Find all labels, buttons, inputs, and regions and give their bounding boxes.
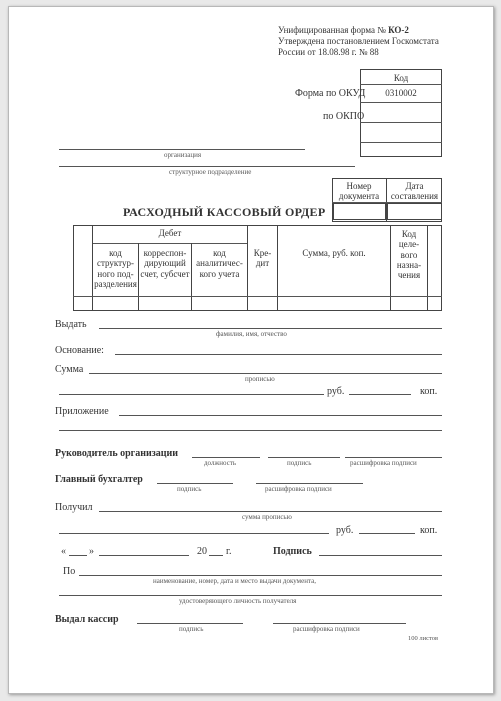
cashier-decoding-caption: расшифровка подписи: [293, 625, 360, 633]
head-decoding-caption: расшифровка подписи: [350, 459, 417, 467]
code-header: Код: [393, 73, 409, 83]
accountant-decoding-field[interactable]: [256, 483, 363, 484]
approved-line: Утверждена постановлением Госкомстата: [278, 36, 439, 46]
sum-words-caption: сумма прописью: [242, 513, 292, 521]
head-signature-field[interactable]: [268, 457, 340, 458]
doc-field-2[interactable]: [59, 595, 442, 596]
department-caption: структурное подразделение: [169, 168, 252, 176]
head-position-field[interactable]: [192, 457, 260, 458]
received-kop-label: коп.: [420, 525, 438, 536]
received-kop-field[interactable]: [359, 533, 415, 534]
basis-label: Основание:: [55, 345, 104, 356]
accountant-decoding-caption: расшифровка подписи: [265, 485, 332, 493]
date-day-field[interactable]: [69, 555, 87, 556]
year-suffix: г.: [226, 546, 232, 557]
sum-field-2[interactable]: [59, 394, 324, 395]
page-title: РАСХОДНЫЙ КАССОВЫЙ ОРДЕР: [123, 205, 326, 219]
table-row[interactable]: [74, 297, 441, 310]
year-prefix: 20: [197, 546, 207, 557]
head-decoding-field[interactable]: [345, 457, 442, 458]
kop-field[interactable]: [349, 394, 411, 395]
col-analytic: код аналитичес-кого учета: [196, 248, 243, 279]
date-close-quote: »: [89, 546, 94, 557]
head-signature-caption: подпись: [287, 459, 312, 467]
accountant-label: Главный бухгалтер: [55, 474, 143, 485]
issue-caption: фамилия, имя, отчество: [216, 330, 287, 338]
position-caption: должность: [204, 459, 237, 467]
issue-label: Выдать: [55, 319, 87, 330]
rub-label: руб.: [327, 386, 345, 397]
received-label: Получил: [55, 502, 93, 513]
approved-date: России от 18.08.98 г. № 88: [278, 47, 379, 57]
accountant-signature-caption: подпись: [177, 485, 202, 493]
sum-caption: прописью: [245, 375, 275, 383]
doc-number-label: Номер документа: [338, 181, 380, 202]
document-sheet: [8, 6, 494, 694]
col-purpose: Код целе-вого назна-чения: [396, 229, 422, 281]
sheets-note: 100 листов: [408, 635, 439, 642]
col-credit: Кре-дит: [253, 248, 272, 269]
col-corr: корреспон-дирующий счет, субсчет: [140, 248, 190, 279]
okud-label: Форма по ОКУД: [295, 88, 366, 99]
okud-value[interactable]: 0310002: [385, 88, 417, 98]
form-line-text: Унифицированная форма №: [278, 25, 386, 35]
sum-label: Сумма: [55, 364, 84, 375]
sum-field[interactable]: [89, 373, 442, 374]
form-code: КО-2: [388, 25, 409, 35]
doc-field[interactable]: [79, 575, 442, 576]
cashier-signature-field[interactable]: [137, 623, 243, 624]
cashier-label: Выдал кассир: [55, 614, 119, 625]
identity-caption: удостоверяющего личность получателя: [179, 597, 297, 605]
doc-caption: наименование, номер, дата и место выдачи документа,: [153, 577, 316, 585]
doc-date-field[interactable]: [387, 203, 442, 220]
attachment-field-2[interactable]: [59, 430, 442, 431]
cashier-signature-caption: подпись: [179, 625, 204, 633]
accountant-signature-field[interactable]: [157, 483, 233, 484]
basis-field[interactable]: [115, 354, 442, 355]
attachment-label: Приложение: [55, 406, 109, 417]
department-line[interactable]: [59, 166, 355, 167]
date-year-field[interactable]: [209, 555, 223, 556]
head-label: Руководитель организации: [55, 448, 179, 459]
received-field-2[interactable]: [59, 533, 329, 534]
okpo-label: по ОКПО: [323, 111, 365, 122]
attachment-field[interactable]: [119, 415, 442, 416]
date-month-field[interactable]: [99, 555, 189, 556]
doc-date-label: Дата составления: [390, 181, 439, 202]
issue-field[interactable]: [99, 328, 442, 329]
cashier-decoding-field[interactable]: [273, 623, 406, 624]
organization-line[interactable]: [59, 149, 305, 150]
date-open-quote: «: [61, 546, 66, 557]
received-field[interactable]: [99, 511, 442, 512]
debit-header: Дебет: [158, 228, 182, 238]
kop-label: коп.: [420, 386, 438, 397]
received-rub-label: руб.: [336, 525, 354, 536]
signature-label: Подпись: [273, 546, 312, 557]
received-signature-field[interactable]: [319, 555, 442, 556]
by-label: По: [63, 566, 76, 577]
doc-number-field[interactable]: [333, 203, 386, 220]
organization-caption: организация: [164, 151, 202, 159]
col-dept: код структур-ного под-разделения: [94, 248, 137, 290]
form-line: [278, 26, 409, 35]
col-amount: Сумма, руб. коп.: [302, 248, 366, 258]
